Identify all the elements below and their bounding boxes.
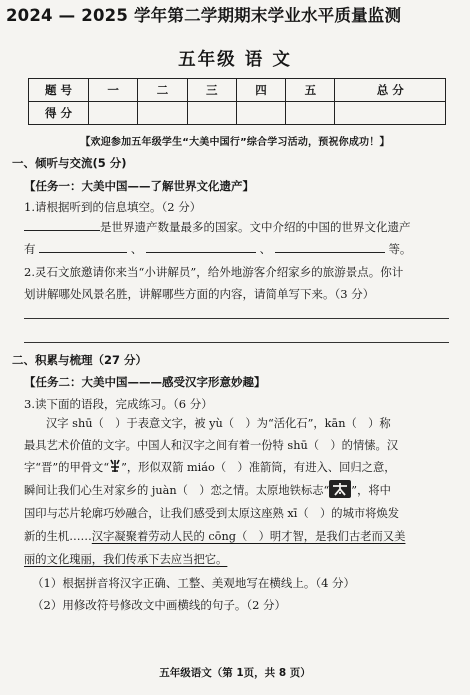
answer-blank[interactable] <box>24 219 100 231</box>
answer-line[interactable] <box>24 318 449 319</box>
subquestion-2: （2）用修改符号修改文中画横线的句子。（2 分） <box>32 598 287 612</box>
score-table-col: 二 <box>138 79 187 102</box>
question1-title: 1.请根据听到的信息填空。（2 分） <box>24 200 202 214</box>
question1-text: 有 <box>24 242 36 256</box>
passage-line: 国印与芯片轮廓巧妙融合，让我们感受到太原这座熟 xī（ ）的城市将焕发 <box>24 507 400 520</box>
passage-line <box>24 457 454 479</box>
section2-task: 【任务二：大美中国———感受汉字形意妙趣】 <box>24 375 266 389</box>
question3-title: 3.读下面的语段，完成练习。（6 分） <box>24 397 213 411</box>
passage-line <box>24 549 454 571</box>
answer-blank[interactable] <box>146 241 256 253</box>
section1-heading: 一、倾听与交流(5 分) <box>12 156 127 170</box>
section1-task: 【任务一：大美中国——了解世界文化遗产】 <box>24 179 254 193</box>
score-cell[interactable] <box>138 102 187 125</box>
underlined-sentence: 汉字凝聚着劳动人民的 cōng（ ）明才智，是我们古老而又美 <box>91 530 406 543</box>
question1-text: 、 <box>130 242 143 256</box>
exam-subtitle: 五年级 语 文 <box>178 50 292 70</box>
passage-text: 新的生机…… <box>24 530 92 543</box>
question1-line2 <box>24 241 411 257</box>
answer-blank[interactable] <box>275 241 385 253</box>
score-table <box>28 78 446 125</box>
passage-line: 最具艺术价值的文字。中国人和汉字之间有着一份特 shū（ ）的情愫。汉 <box>24 439 399 452</box>
question2-line1: 2.灵石文旅邀请你来当“小讲解员”，给外地游客介绍家乡的旅游景点。你计 <box>24 265 404 279</box>
score-table-row-label: 题 号 <box>29 79 89 102</box>
answer-line[interactable] <box>24 342 449 343</box>
subquestion-1: （1）根据拼音将汉字正确、工整、美观地写在横线上。（4 分） <box>32 576 356 590</box>
question1-text: 等。 <box>388 242 412 256</box>
welcome-notice: 【欢迎参加五年级学生“大美中国行”综合学习活动，预祝你成功！】 <box>80 137 390 148</box>
score-table-score-row <box>29 102 446 125</box>
taiyuan-metro-logo-icon <box>329 480 351 498</box>
score-table-col: 四 <box>236 79 285 102</box>
passage-text: 字“晋”的甲骨文“ <box>24 461 110 474</box>
question2-line2: 划讲解哪处风景名胜，讲解哪些方面的内容，请简单写下来。（3 分） <box>24 287 375 301</box>
section2-heading: 二、积累与梳理（27 分） <box>12 353 148 367</box>
score-table-col: 总 分 <box>335 79 446 102</box>
passage-line <box>24 526 454 548</box>
score-table-col: 一 <box>89 79 138 102</box>
passage-text: ”，形似双箭 miáo（ ）准箭筒，有进入、回归之意， <box>121 461 396 474</box>
question1-line1 <box>24 219 411 235</box>
exam-title: 2024 — 2025 学年第二学期期末学业水平质量监测 <box>6 6 402 25</box>
score-cell[interactable] <box>187 102 236 125</box>
score-table-header-row <box>29 79 446 102</box>
score-cell[interactable] <box>286 102 335 125</box>
question1-text: 、 <box>259 242 272 256</box>
answer-blank[interactable] <box>39 241 127 253</box>
score-cell[interactable] <box>335 102 446 125</box>
page-footer: 五年级语文（第 1页，共 8 页） <box>159 667 311 679</box>
question1-text: 是世界遗产数量最多的国家。文中介绍的中国的世界文化遗产 <box>100 220 411 234</box>
score-cell[interactable] <box>236 102 285 125</box>
underlined-sentence: 丽的文化瑰丽，我们传承下去应当把它。 <box>24 553 228 566</box>
oracle-bone-jin-glyph-icon <box>109 459 121 473</box>
score-table-row-label: 得 分 <box>29 102 89 125</box>
passage-text: 瞬间让我们心生对家乡的 juàn（ ）恋之情。太原地铁标志“ <box>24 484 330 497</box>
passage-text: ”，将中 <box>351 484 391 497</box>
passage-line: 汉字 shū（ ）于表意文字，被 yù（ ）为“活化石”，kān（ ）称 <box>46 417 391 430</box>
passage-line <box>24 480 454 502</box>
score-cell[interactable] <box>89 102 138 125</box>
score-table-col: 五 <box>286 79 335 102</box>
score-table-col: 三 <box>187 79 236 102</box>
